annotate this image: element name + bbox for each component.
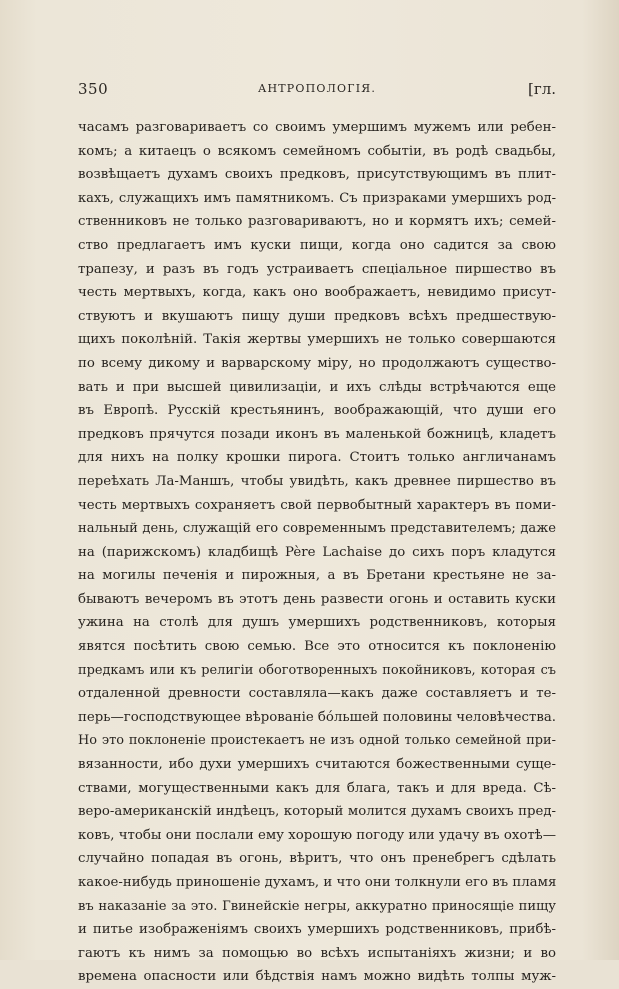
text-line: трапезу, и разъ въ годъ устраиваетъ спеціальное пиршество въ bbox=[78, 261, 556, 277]
text-line: бываютъ вечеромъ въ этотъ день развести огонь и оставить куски bbox=[78, 591, 556, 607]
text-line: щихъ поколѣній. Такія жертвы умершихъ не только совершаются bbox=[78, 332, 556, 348]
text-line: веро-американскій индѣецъ, который молится духамъ своихъ пред- bbox=[78, 804, 556, 820]
text-line: и питье изображеніямъ своихъ умершихъ родственниковъ, прибѣ- bbox=[78, 922, 556, 938]
text-line: времена опасности или бѣдствія намъ можно видѣть толпы муж- bbox=[78, 969, 556, 985]
text-line: перь—господствующее вѣрованіе бóльшей половины человѣчества. bbox=[78, 709, 556, 725]
text-line: ство предлагаетъ имъ куски пищи, когда оно садится за свою bbox=[78, 237, 556, 253]
text-line: Но это поклоненіе проистекаетъ не изъ одной только семейной при- bbox=[78, 733, 556, 749]
text-line: честь мертвыхъ, когда, какъ оно воображаетъ, невидимо присут- bbox=[78, 285, 556, 301]
text-line: ужина на столѣ для душъ умершихъ родственниковъ, которыя bbox=[78, 615, 556, 631]
text-line: явятся посѣтить свою семью. Все это относится къ поклоненію bbox=[78, 639, 556, 655]
text-line: случайно попадая въ огонь, вѣритъ, что онъ пренебрегъ сдѣлать bbox=[78, 851, 556, 867]
text-line: вязанности, ибо духи умершихъ считаются божественными суще- bbox=[78, 757, 556, 773]
text-line: ствуютъ и вкушаютъ пищу души предковъ всѣхъ предшествую- bbox=[78, 308, 556, 324]
page-number: 350 bbox=[78, 80, 109, 98]
text-line: предкамъ или къ религіи обоготворенныхъ покойниковъ, которая съ bbox=[78, 662, 556, 678]
text-line: по всему дикому и варварскому міру, но продолжаютъ существо- bbox=[78, 355, 556, 371]
text-line: для нихъ на полку крошки пирога. Стоитъ только англичанамъ bbox=[78, 450, 556, 466]
text-line: вать и при высшей цивилизаціи, и ихъ слѣды встрѣчаются еще bbox=[78, 379, 556, 395]
body-text bbox=[78, 116, 556, 989]
text-line: какое-нибудь приношеніе духамъ, и что они толкнули его въ пламя bbox=[78, 875, 556, 890]
chapter-mark: [гл. bbox=[527, 80, 556, 98]
text-line: комъ; а китаецъ о всякомъ семейномъ событіи, въ родѣ свадьбы, bbox=[78, 143, 556, 159]
text-line: возвѣщаетъ духамъ своихъ предковъ, присутствующимъ въ плит- bbox=[78, 167, 556, 183]
text-line: на (парижскомъ) кладбищѣ Père Lachaise до сихъ поръ кладутся bbox=[78, 544, 556, 560]
running-title: АНТРОПОЛОГІЯ. bbox=[257, 82, 377, 95]
text-line: ствами, могущественными какъ для блага, такъ и для вреда. Сѣ- bbox=[78, 780, 556, 796]
text-line: ковъ, чтобы они послали ему хорошую погоду или удачу въ охотѣ— bbox=[78, 827, 556, 843]
text-line: въ Европѣ. Русскій крестьянинъ, воображающій, что души его bbox=[78, 403, 556, 419]
text-line: честь мертвыхъ сохраняетъ свой первобытный характеръ въ поми- bbox=[78, 497, 556, 513]
text-line: въ наказаніе за это. Гвинейскіе негры, аккуратно приносящіе пищу bbox=[78, 898, 556, 914]
text-line: отдаленной древности составляла—какъ даже составляетъ и те- bbox=[78, 686, 556, 702]
text-line: на могилы печенія и пирожныя, а въ Бретани крестьяне не за- bbox=[78, 568, 556, 584]
text-line: ственниковъ не только разговариваютъ, но и кормятъ ихъ; семей- bbox=[78, 214, 556, 230]
text-line: кахъ, служащихъ имъ памятникомъ. Съ призраками умершихъ род- bbox=[78, 190, 556, 206]
text-line: гаютъ къ нимъ за помощью во всѣхъ испытаніяхъ жизни; и во bbox=[78, 945, 556, 961]
text-line: предковъ прячутся позади иконъ въ маленькой божницѣ, кладетъ bbox=[78, 426, 556, 442]
text-line: переѣхать Ла-Маншъ, чтобы увидѣть, какъ древнее пиршество въ bbox=[78, 473, 556, 489]
text-line: нальный день, служащій его современнымъ представителемъ; даже bbox=[78, 521, 556, 537]
page-header bbox=[78, 80, 556, 102]
text-line: часамъ разговариваетъ со своимъ умершимъ мужемъ или ребен- bbox=[78, 120, 556, 135]
